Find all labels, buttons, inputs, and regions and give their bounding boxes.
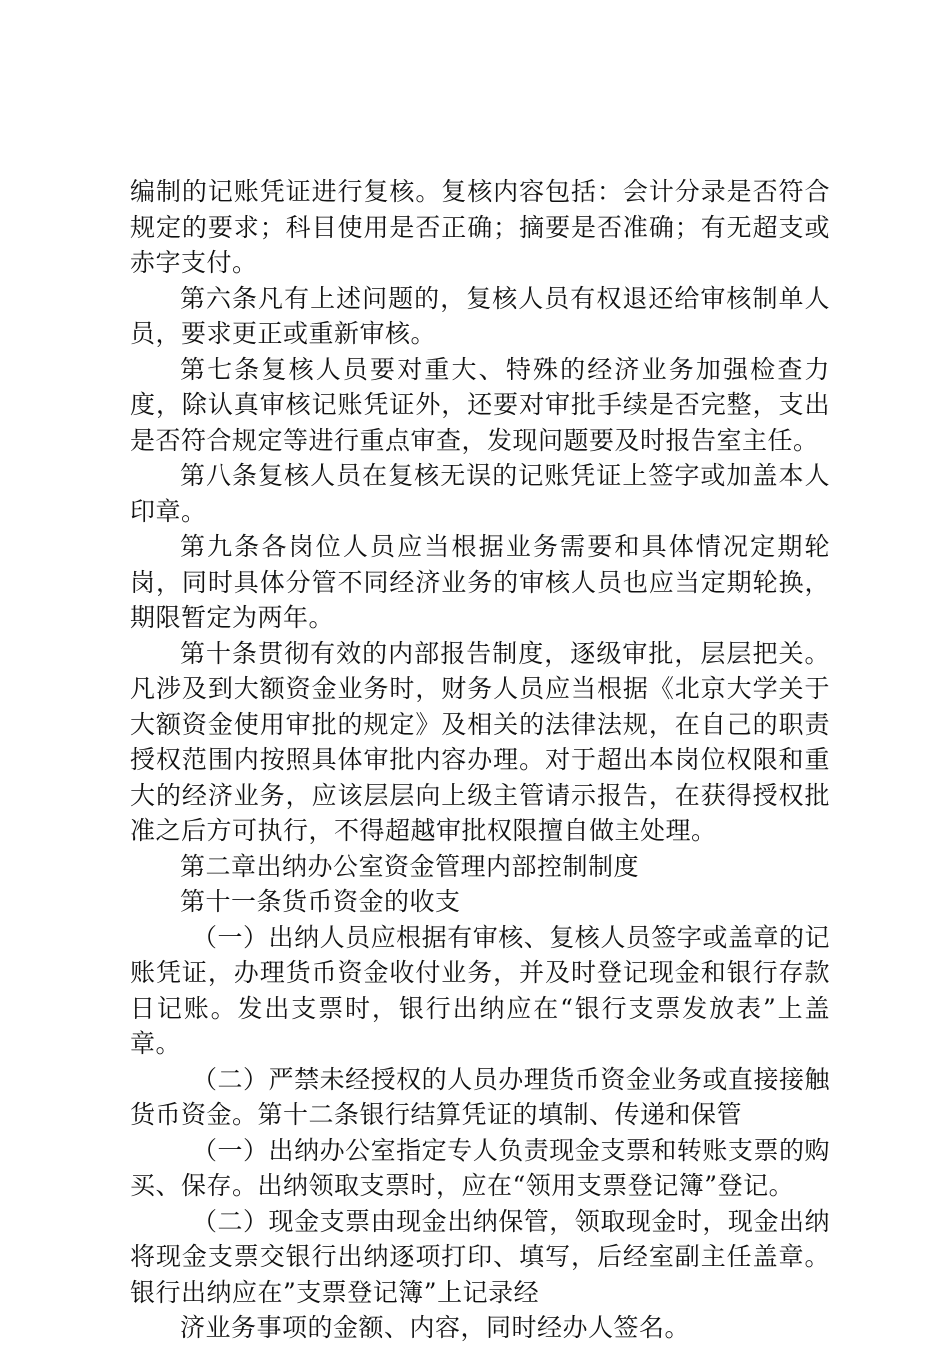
paragraph-article-7: 第七条复核人员要对重大、特殊的经济业务加强检查力度，除认真审核记账凭证外，还要对审批手续是否完整，支出是否符合规定等进行重点审查，发现问题要及时报告室主任。 xyxy=(130,354,830,455)
paragraph-article-11: 第十一条货币资金的收支 xyxy=(180,887,461,916)
paragraph-article-11-item-1: （一）出纳人员应根据有审核、复核人员签字或盖章的记账凭证，办理货币资金收付业务，并及时登记现金和银行存款日记账。发出支票时，银行出纳应在“银行支票发放表”上盖章。 xyxy=(130,922,830,1058)
chapter-2-heading: 第二章出纳办公室资金管理内部控制制度 xyxy=(180,851,640,881)
document-body xyxy=(130,174,830,1346)
paragraph-article-6: 第六条凡有上述问题的，复核人员有权退还给审核制单人员，要求更正或重新审核。 xyxy=(130,283,830,348)
paragraph-article-12-item-2-continued: 济业务事项的金额、内容，同时经办人签名。 xyxy=(180,1313,691,1342)
paragraph-article-10: 第十条贯彻有效的内部报告制度，逐级审批，层层把关。凡涉及到大额资金业务时，财务人员应当根据《北京大学关于大额资金使用审批的规定》及相关的法律法规，在自己的职责授权范围内按照具体审批内容办理。对于超出本岗位权限和重大的经济业务，应该层层向上级主管请示报告，在获得授权批准之后方可执行，不得超越审批权限擅自做主处理。 xyxy=(130,638,830,845)
paragraph-continuation: 编制的记账凭证进行复核。复核内容包括：会计分录是否符合规定的要求；科目使用是否正确；摘要是否准确；有无超支或赤字支付。 xyxy=(130,177,830,277)
paragraph-article-12-item-2: （二）现金支票由现金出纳保管，领取现金时，现金出纳将现金支票交银行出纳逐项打印、填写，后经室副主任盖章。银行出纳应在”支票登记簿”上记录经 xyxy=(130,1206,830,1307)
paragraph-article-9: 第九条各岗位人员应当根据业务需要和具体情况定期轮岗，同时具体分管不同经济业务的审核人员也应当定期轮换，期限暂定为两年。 xyxy=(130,532,830,632)
paragraph-article-11-item-2: （二）严禁未经授权的人员办理货币资金业务或直接接触货币资金。第十二条银行结算凭证的填制、传递和保管 xyxy=(130,1064,830,1129)
paragraph-article-8: 第八条复核人员在复核无误的记账凭证上签字或加盖本人印章。 xyxy=(130,461,830,526)
paragraph-article-12-item-1: （一）出纳办公室指定专人负责现金支票和转账支票的购买、保存。出纳领取支票时，应在“领用支票登记簿”登记。 xyxy=(130,1135,830,1200)
